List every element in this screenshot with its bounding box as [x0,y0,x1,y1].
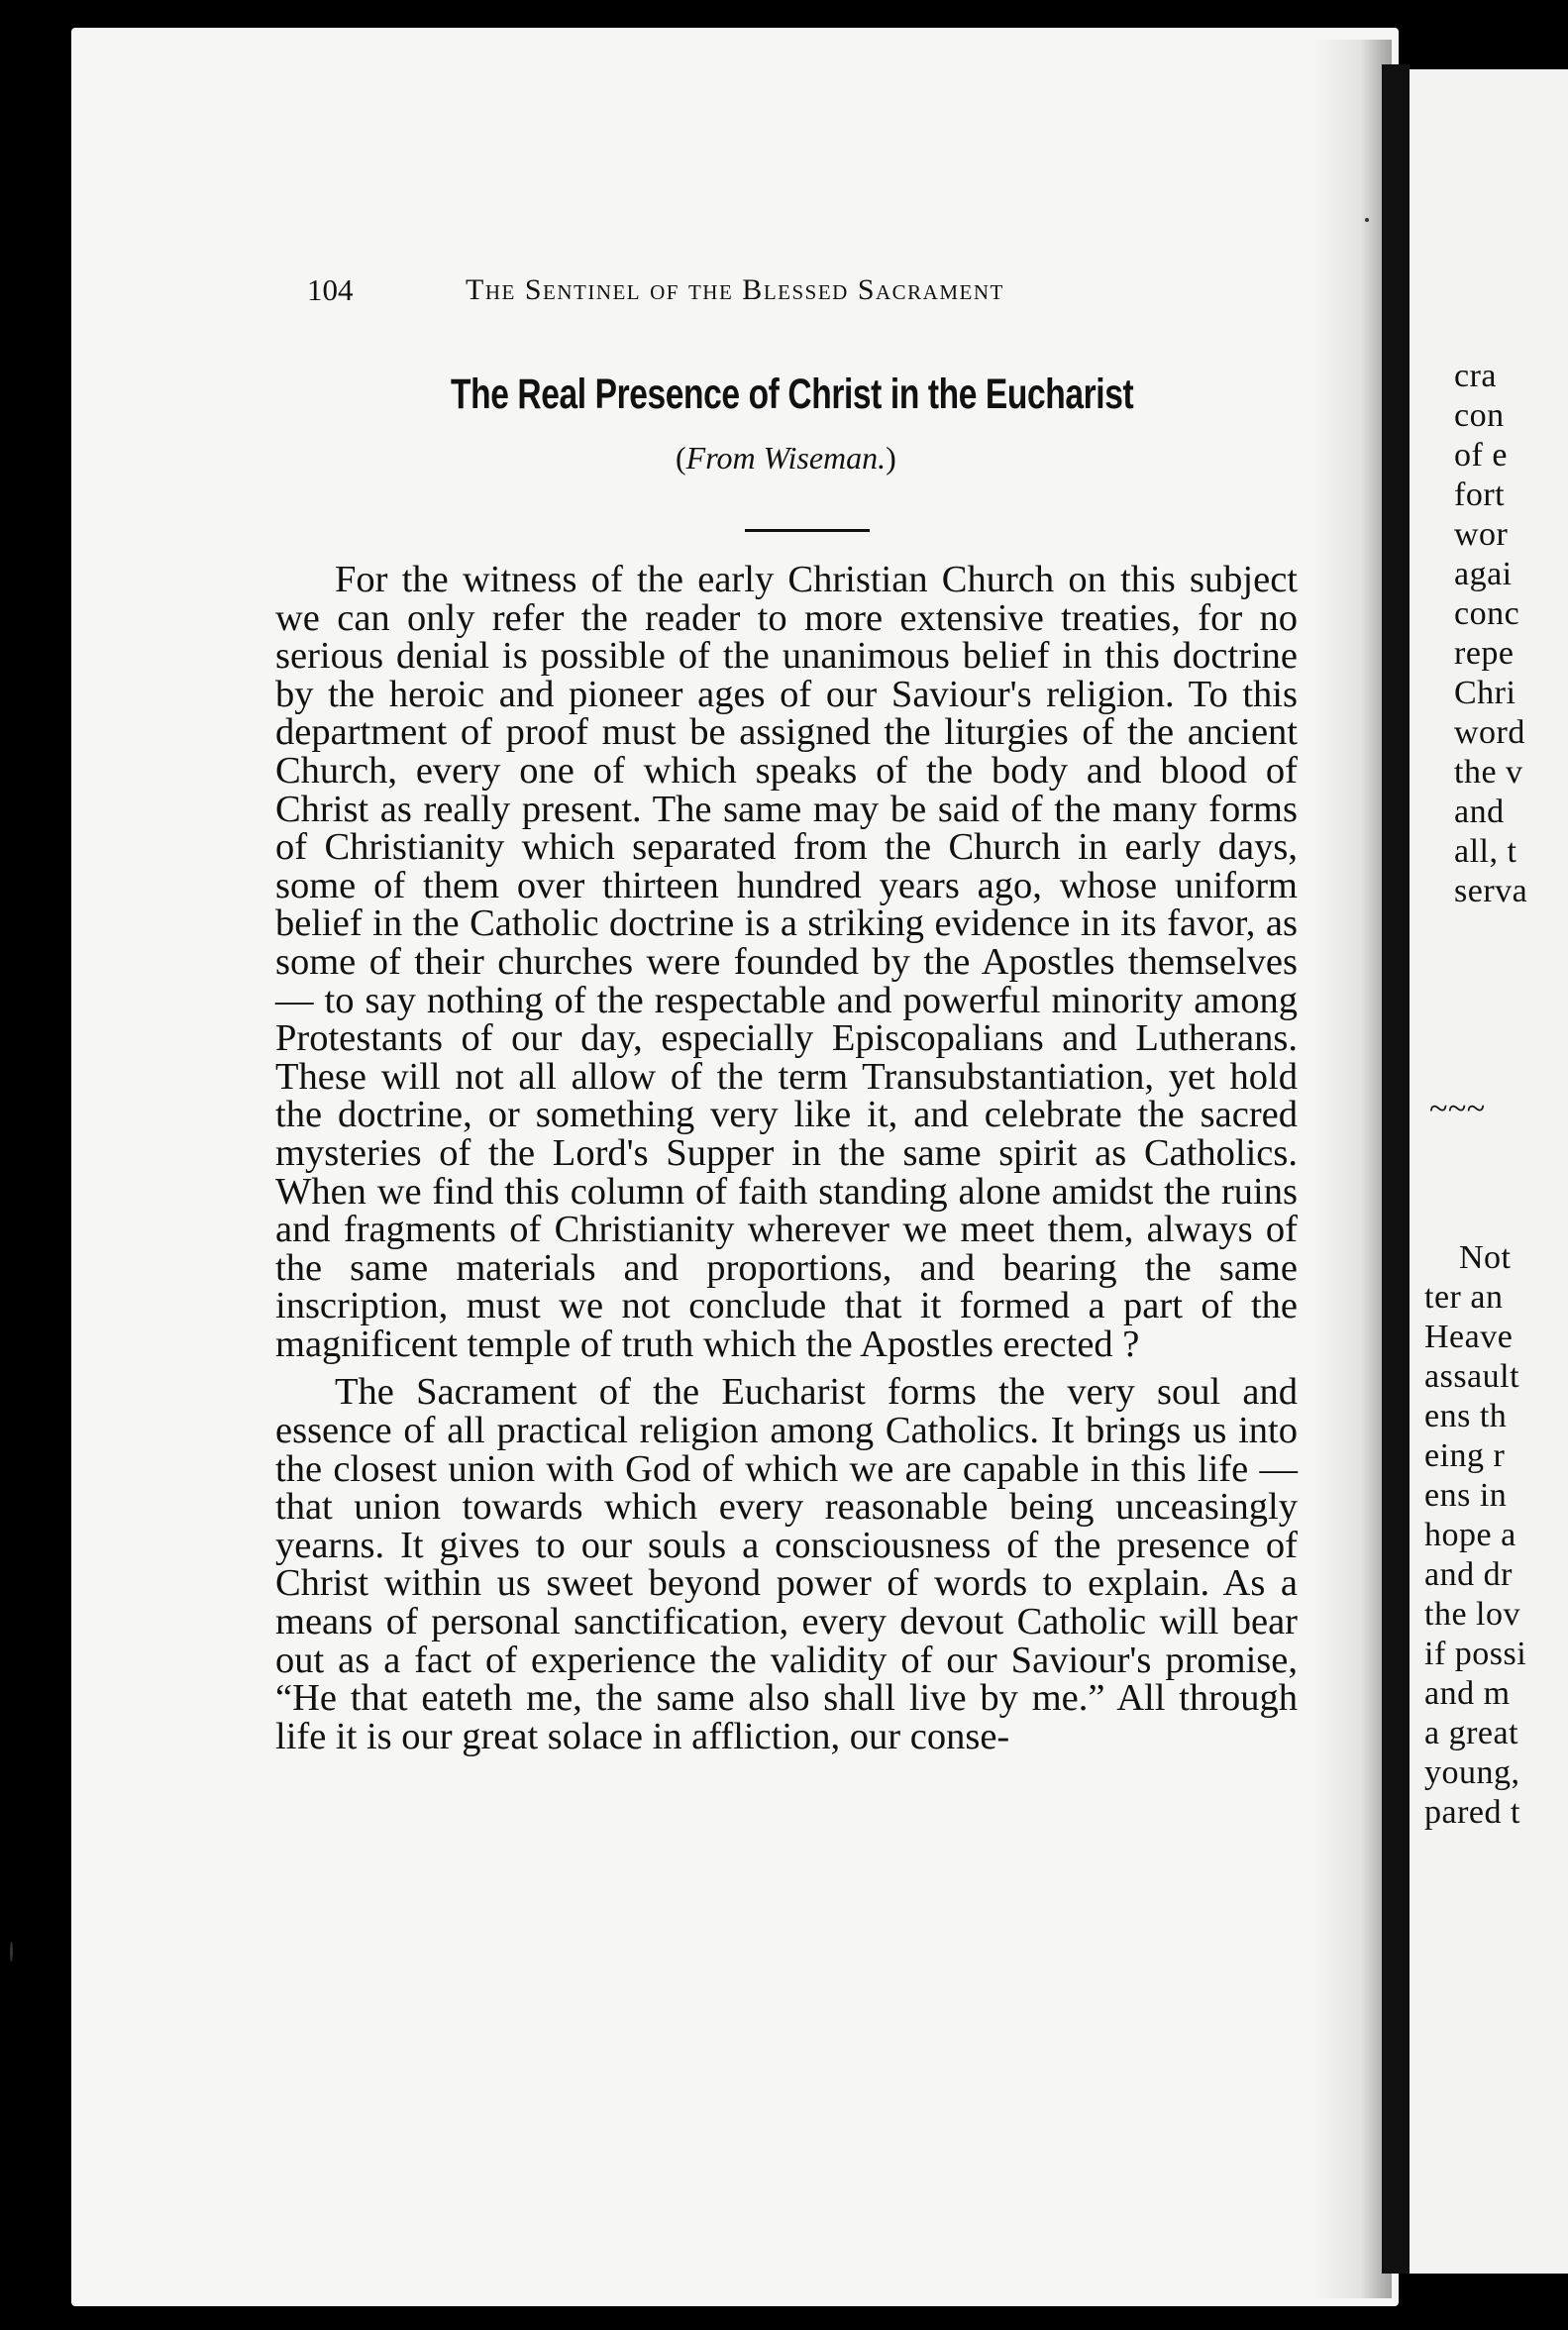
scan-speck [1365,218,1369,222]
facing-page-fragment: wor [1454,516,1509,553]
article-title: The Real Presence of Christ in the Eucharist [451,371,1134,418]
running-head [307,265,1159,315]
scan-speck [10,1942,13,1961]
facing-page-fragment: conc [1454,595,1520,632]
facing-page-fragment: and dr [1424,1556,1513,1593]
article-body [275,561,1298,1755]
facing-page-fragment: eing r [1424,1437,1506,1474]
facing-page [1410,69,1568,2274]
facing-page-fragment: young, [1424,1754,1520,1791]
facing-page-fragment: serva [1454,873,1528,909]
facing-page-fragment: a great [1424,1715,1519,1751]
title-rule [745,529,870,532]
facing-page-fragment: and [1454,794,1505,830]
facing-page-fragment: ens in [1424,1477,1508,1514]
facing-page-fragment: con [1454,397,1505,434]
facing-page-fragment: pared t [1424,1794,1520,1831]
facing-page-fragment: fort [1454,477,1506,513]
facing-page-fragment: Heave [1424,1319,1514,1355]
book-binding [1382,64,1410,2274]
facing-page-fragment: word [1454,714,1525,751]
facing-page-fragment: if possi [1424,1636,1527,1672]
facing-page-divider: ~~~ [1429,1091,1486,1127]
attribution-open-paren: ( [676,440,686,476]
facing-page-fragment: all, t [1454,833,1517,870]
facing-page-fragment: repe [1454,635,1515,672]
facing-page-fragment: hope a [1424,1517,1516,1553]
attribution-source: From Wiseman. [685,440,887,476]
facing-page-fragment: Not [1459,1239,1512,1276]
page-number: 104 [307,272,354,307]
facing-page-fragment: and m [1424,1675,1511,1712]
journal-title: The Sentinel of the Blessed Sacrament [466,273,1004,306]
facing-page-fragment: Chri [1454,675,1516,711]
facing-page-fragment: assault [1424,1358,1520,1395]
facing-page-fragment: agai [1454,556,1513,592]
facing-page-fragment: of e [1454,437,1508,474]
facing-page-fragment: ter an [1424,1279,1504,1316]
facing-page-fragment: the lov [1424,1596,1520,1633]
facing-page-fragment: cra [1454,358,1498,394]
paragraph: The Sacrament of the Eucharist forms the very soul and essence of all practical religion among Catholics. It brings us into the closest union with God of which we are capable in this life — that union towards which every reasonable being unceasingly yearns. It gives to our souls a consciousness of the presence of Christ within us sweet beyond power of words to explain. As a means of personal sanctification, every devout Catholic will bear out as a fact of experience the validity of our Saviour's promise, “He that eateth me, the same also shall live by me.” All through life it is our great solace in affliction, our conse- [275,1371,1298,1757]
attribution-close-paren: ) [886,440,896,476]
paragraph: For the witness of the early Christian Church on this subject we can only refer the reader to more extensive treaties, for no serious denial is possible of the unanimous belief in this doctrine by the heroic and pioneer ages of our Saviour's religion. To this department of proof must be assigned the liturgies of the ancient Church, every one of which speaks of the body and blood of Christ as really present. The same may be said of the many forms of Christianity which separated from the Church in early days, some of them over thirteen hundred years ago, whose uniform belief in the Catholic doctrine is a striking evidence in its favor, as some of their churches were founded by the Apostles themselves — to say nothing of the respectable and powerful minority among Protestants of our day, especially Episcopalians and Lutherans. These will not all allow of the term Transubstantiation, yet hold the doctrine, or something very like it, and celebrate the sacred mysteries of the Lord's Supper in the same spirit as Catholics. When we find this column of faith standing alone amidst the ruins and fragments of Christianity wherever we meet them, always of the same materials and proportions, and bearing the same inscription, must we not conclude that it formed a part of the magnificent temple of truth which the Apostles erected ? [275,559,1298,1365]
gutter-shadow [1312,40,1392,2298]
facing-page-fragment: the v [1454,754,1523,791]
facing-page-fragment: ens th [1424,1398,1508,1434]
article-attribution [676,436,896,479]
